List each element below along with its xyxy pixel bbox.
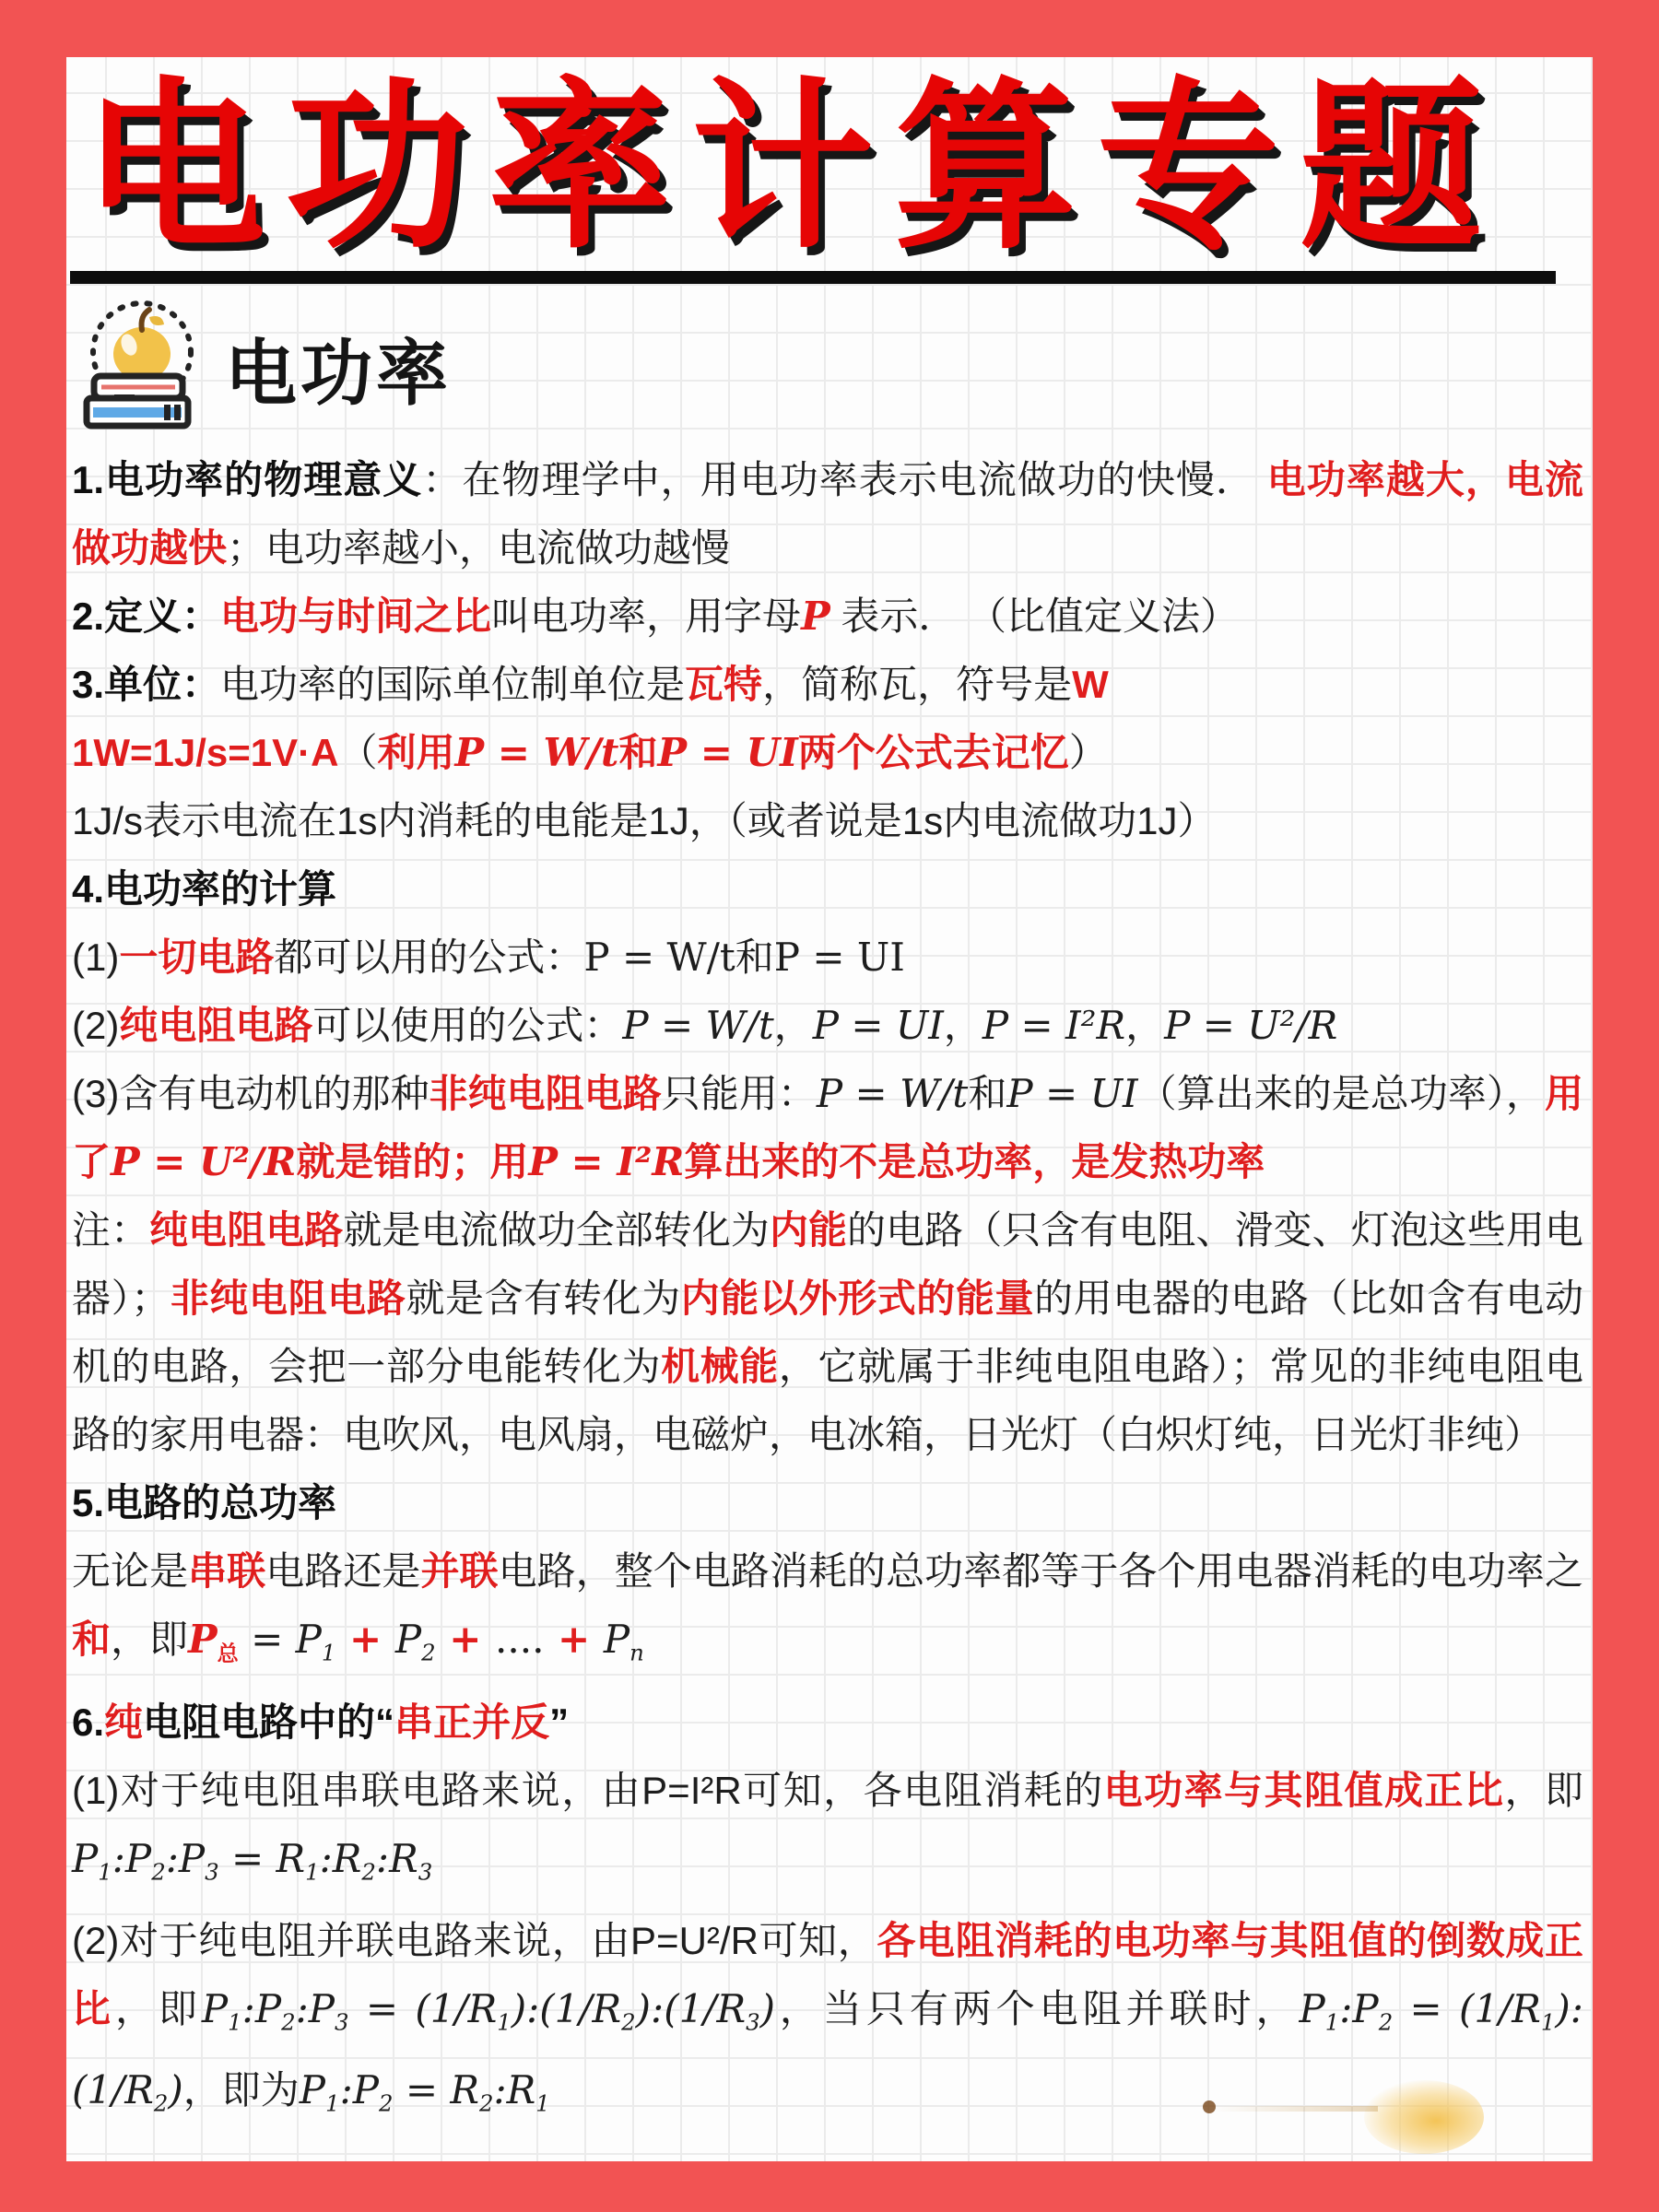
text-segment: ):(1/R bbox=[511, 1985, 622, 2031]
text-segment: (1/R bbox=[415, 1985, 498, 2031]
text-segment: ；电功率越小，电流做功越慢 bbox=[227, 525, 731, 570]
text-segment: ” bbox=[549, 1700, 570, 1745]
text-segment: (2) bbox=[72, 1003, 120, 1047]
text-segment: :P bbox=[1339, 1985, 1379, 2031]
text-segment: ，即 bbox=[1504, 1769, 1583, 1813]
page-title: 电功率计算专题 bbox=[83, 65, 1502, 269]
text-segment: ，即为 bbox=[182, 2068, 300, 2112]
text-segment: 纯电阻电路 bbox=[149, 1207, 344, 1252]
text-segment: :P bbox=[295, 1985, 335, 2031]
text-segment: 电功率的国际单位制单位是 bbox=[220, 662, 686, 706]
text-segment: 1.电功率的物理意义 bbox=[72, 457, 423, 501]
text-segment: 非纯电阻电路 bbox=[429, 1071, 662, 1115]
text-segment: 无论是 bbox=[72, 1548, 189, 1593]
paragraph bbox=[72, 1537, 1583, 1688]
text-segment: 2 bbox=[1378, 2008, 1394, 2036]
text-segment: 利用 bbox=[377, 730, 455, 774]
text-segment: ，简称瓦，符号是 bbox=[762, 662, 1073, 706]
text-segment: 算出来的不是总功率，是发热功率 bbox=[684, 1139, 1265, 1183]
text-segment: 就是错的；用 bbox=[296, 1139, 529, 1183]
text-segment: ） bbox=[1068, 730, 1108, 774]
text-segment: 一切电路 bbox=[119, 935, 275, 979]
text-segment: 3 bbox=[746, 2008, 760, 2036]
text-segment: 内能以外形式的能量 bbox=[680, 1276, 1035, 1320]
paragraph bbox=[72, 446, 1583, 582]
text-segment: ) bbox=[759, 1985, 775, 2031]
text-segment: 2 bbox=[153, 2089, 169, 2117]
text-segment: P = W/t bbox=[816, 1070, 969, 1116]
text-segment: 3.单位： bbox=[72, 662, 221, 706]
text-segment: 串联 bbox=[188, 1548, 266, 1593]
text-segment: 1 bbox=[1540, 2008, 1556, 2036]
text-segment: P = UI bbox=[773, 934, 905, 980]
text-segment: 2 bbox=[479, 2089, 494, 2117]
paragraph bbox=[72, 1469, 1583, 1537]
text-segment: 可以使用的公式： bbox=[312, 1003, 623, 1047]
text-segment: 1J/s表示电流在1s内消耗的电能是1J，（或者说是1s内电流做功1J） bbox=[72, 798, 1217, 842]
text-segment: 1 bbox=[305, 1858, 320, 1886]
paragraph bbox=[72, 1060, 1583, 1196]
text-segment: P = W/t bbox=[622, 1002, 774, 1048]
text-segment: = bbox=[218, 1836, 276, 1882]
text-segment: ，即 bbox=[114, 1986, 202, 2030]
text-segment: ):(1/R bbox=[72, 1985, 1583, 2113]
text-segment: 1 bbox=[321, 1639, 336, 1666]
text-segment: 和 bbox=[968, 1071, 1007, 1115]
text-segment: (3)含有电动机的那种 bbox=[72, 1071, 429, 1115]
text-segment: 1 bbox=[535, 2089, 550, 2117]
text-segment: (1) bbox=[72, 935, 120, 979]
text-segment: (2)对于纯电阻并联电路来说，由P=U²/R可知， bbox=[72, 1918, 877, 1962]
text-segment: P bbox=[201, 1985, 229, 2031]
text-segment: ， bbox=[773, 1003, 813, 1047]
text-segment: (1)对于纯电阻串联电路来说，由P=I²R可知，各电阻消耗的 bbox=[72, 1769, 1104, 1813]
text-segment: :P bbox=[339, 2067, 379, 2113]
text-segment: P = U²/R bbox=[1164, 1002, 1338, 1048]
text-segment: 电路，整个电路消耗的总功率都等于各个用电器消耗的电功率之 bbox=[498, 1548, 1583, 1593]
text-segment: 2 bbox=[378, 2089, 394, 2117]
text-segment: 电功与时间之比 bbox=[220, 594, 492, 638]
section-heading: 电功率 bbox=[225, 332, 453, 414]
text-segment: 电路还是 bbox=[265, 1548, 421, 1593]
text-segment: 用了 bbox=[72, 1071, 1583, 1183]
text-segment: 2 bbox=[621, 2008, 636, 2036]
text-segment: P bbox=[394, 1616, 422, 1662]
text-segment: P bbox=[295, 1616, 322, 1662]
text-segment: ，即 bbox=[111, 1617, 189, 1661]
text-segment: :R bbox=[493, 2067, 536, 2113]
text-segment: 3 bbox=[418, 1858, 433, 1886]
text-segment: ) bbox=[168, 2067, 183, 2113]
text-segment: 电功率越大，电流做功越快 bbox=[72, 457, 1584, 570]
text-segment: R bbox=[450, 2067, 480, 2113]
text-segment: :R bbox=[319, 1836, 362, 1882]
text-segment: :P bbox=[241, 1985, 282, 2031]
paragraph bbox=[72, 1757, 1583, 1907]
text-segment: P bbox=[1299, 1985, 1325, 2031]
text-segment: n bbox=[629, 1639, 644, 1666]
text-segment: :R bbox=[375, 1836, 418, 1882]
text-segment: + bbox=[544, 1616, 604, 1662]
text-segment: 1 bbox=[497, 2008, 512, 2036]
text-segment: 纯 bbox=[104, 1700, 144, 1745]
text-segment: :P bbox=[112, 1836, 152, 1882]
text-segment: P = UI bbox=[1006, 1070, 1138, 1116]
text-segment: 2 bbox=[281, 2008, 296, 2036]
text-segment: 1 bbox=[98, 1858, 112, 1886]
text-segment: 的用电器的电路（比如含有电动机的电路，会把一部分电能转化为 bbox=[72, 1276, 1583, 1388]
text-segment: P bbox=[801, 593, 830, 639]
text-segment: P bbox=[299, 2067, 326, 2113]
text-segment: .... bbox=[495, 1616, 545, 1662]
text-segment: = bbox=[1393, 1985, 1460, 2031]
paragraph bbox=[72, 582, 1583, 651]
text-segment: P = W/t bbox=[454, 729, 619, 775]
text-segment: 6. bbox=[72, 1700, 105, 1745]
text-segment: + bbox=[435, 1616, 496, 1662]
text-segment: （ bbox=[338, 730, 378, 774]
text-segment: （算出来的是总功率）， bbox=[1137, 1071, 1545, 1115]
text-segment: 瓦特 bbox=[685, 662, 763, 706]
title-underline bbox=[70, 271, 1556, 284]
text-segment: 机械能 bbox=[661, 1344, 779, 1388]
text-segment: 4.电功率的计算 bbox=[72, 866, 337, 911]
books-apple-icon bbox=[76, 299, 212, 437]
text-segment: 和 bbox=[618, 730, 658, 774]
text-segment: 表示． （比值定义法） bbox=[830, 594, 1239, 638]
text-segment: 3 bbox=[335, 2008, 349, 2036]
text-segment: 1 bbox=[1324, 2008, 1340, 2036]
text-segment: (1/R bbox=[1459, 1985, 1541, 2031]
text-segment: 5.电路的总功率 bbox=[72, 1480, 337, 1524]
text-segment: :P bbox=[165, 1836, 206, 1882]
text-segment: 的电路（只含有电阻、滑变、灯泡这些用电器）； bbox=[72, 1207, 1583, 1320]
text-segment: 各电阻消耗的电功率与其阻值的倒数成正比 bbox=[72, 1918, 1583, 2030]
text-segment: P bbox=[188, 1616, 218, 1662]
text-segment: 电功率与其阻值成正比 bbox=[1103, 1769, 1505, 1813]
text-segment: ， bbox=[1125, 1003, 1165, 1047]
text-segment: 2 bbox=[151, 1858, 166, 1886]
text-segment: + bbox=[335, 1616, 395, 1662]
text-segment: 并联 bbox=[420, 1548, 499, 1593]
paragraph bbox=[72, 1196, 1583, 1469]
text-segment: 叫电功率，用字母 bbox=[491, 594, 802, 638]
paragraph bbox=[72, 855, 1583, 924]
paragraph bbox=[72, 787, 1583, 855]
text-segment: R bbox=[276, 1836, 306, 1882]
notes-page bbox=[66, 57, 1593, 2161]
text-segment: P = I²R bbox=[528, 1138, 685, 1184]
text-segment: P = UI bbox=[657, 729, 798, 775]
text-segment: 就是电流做功全部转化为 bbox=[343, 1207, 770, 1252]
text-segment: 2.定义： bbox=[72, 594, 221, 638]
text-segment: 1W=1J/s=1V·A bbox=[72, 730, 339, 774]
text-segment: 两个公式去记忆 bbox=[797, 730, 1069, 774]
text-segment: = bbox=[348, 1985, 416, 2031]
paragraph bbox=[72, 992, 1583, 1060]
text-segment: 都可以用的公式： bbox=[274, 935, 584, 979]
text-segment: P = W/t bbox=[583, 934, 735, 980]
paragraph bbox=[72, 1907, 1583, 2138]
text-segment: 和 bbox=[72, 1617, 112, 1661]
text-segment: 1 bbox=[228, 2008, 242, 2036]
stain-mark bbox=[1364, 2080, 1484, 2154]
text-segment: 3 bbox=[205, 1858, 219, 1886]
text-segment: 总 bbox=[217, 1641, 239, 1667]
text-segment: 2 bbox=[361, 1858, 376, 1886]
text-segment: 电阻电路中的“ bbox=[143, 1700, 395, 1745]
text-segment: ，当只有两个电阻并联时， bbox=[774, 1986, 1300, 2030]
text-segment: P = I²R bbox=[982, 1002, 1126, 1048]
paragraph bbox=[72, 651, 1583, 719]
text-segment: ):(1/R bbox=[635, 1985, 747, 2031]
text-segment: P bbox=[72, 1836, 99, 1882]
paragraph bbox=[72, 924, 1583, 992]
text-segment: P bbox=[603, 1616, 630, 1662]
text-segment: P = U²/R bbox=[111, 1138, 297, 1184]
notes-content bbox=[66, 446, 1593, 2138]
text-segment: 纯电阻电路 bbox=[119, 1003, 313, 1047]
text-segment: = bbox=[238, 1616, 296, 1662]
text-segment: ：在物理学中，用电功率表示电流做功的快慢． bbox=[422, 457, 1267, 501]
text-segment: 注： bbox=[72, 1207, 150, 1252]
text-segment: 只能用： bbox=[661, 1071, 817, 1115]
text-segment: 内能 bbox=[769, 1207, 848, 1252]
paragraph bbox=[72, 1688, 1583, 1757]
paragraph bbox=[72, 719, 1583, 787]
text-segment: = bbox=[393, 2067, 451, 2113]
text-segment: ，它就属于非纯电阻电路）；常见的非纯电阻电路的家用电器：电吹风，电风扇，电磁炉，电冰箱，日光灯（白炽灯纯，日光灯非纯） bbox=[72, 1344, 1583, 1456]
text-segment: 1 bbox=[325, 2089, 340, 2117]
text-segment: 串正并反 bbox=[394, 1700, 550, 1745]
text-segment: 2 bbox=[421, 1639, 436, 1666]
section-header bbox=[76, 299, 1593, 437]
text-segment: 就是含有转化为 bbox=[406, 1276, 681, 1320]
text-segment: 和 bbox=[735, 935, 774, 979]
text-segment: P = UI bbox=[812, 1002, 944, 1048]
text-segment: 非纯电阻电路 bbox=[170, 1276, 406, 1320]
text-segment: W bbox=[1072, 662, 1109, 706]
text-segment: ， bbox=[943, 1003, 982, 1047]
